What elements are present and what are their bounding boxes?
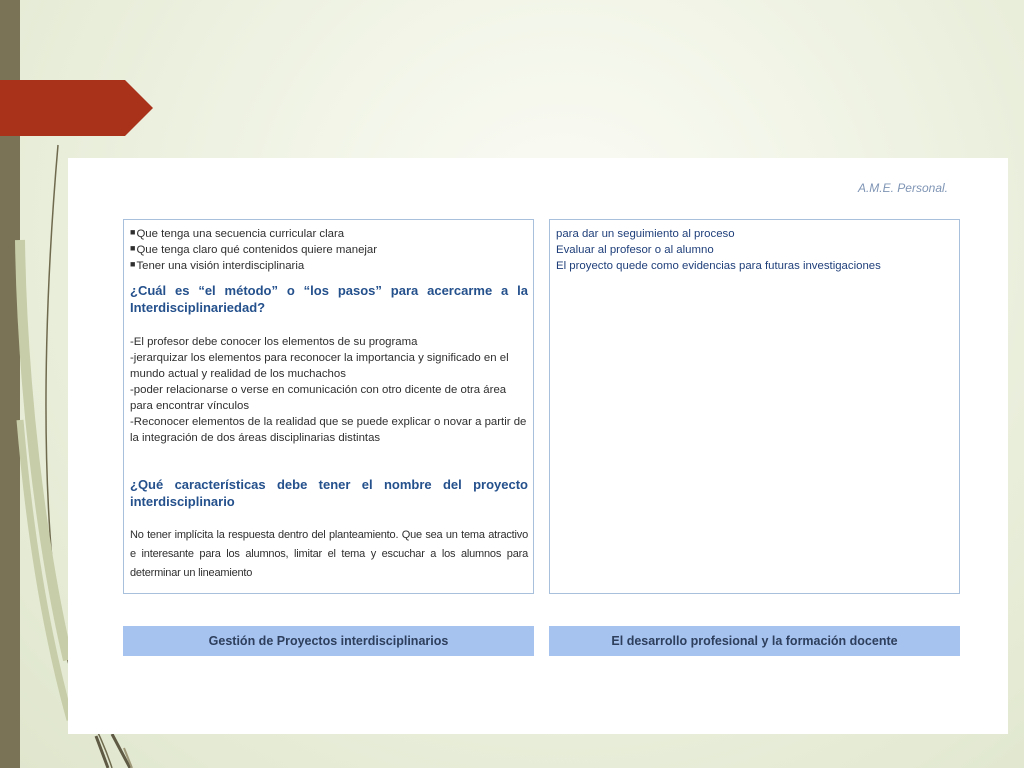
right-line: Evaluar al profesor o al alumno: [556, 244, 714, 256]
step-item: -jerarquizar los elementos para reconocer la importancia y significado en el mundo actual y realidad de los muchachos: [130, 352, 509, 380]
red-arrow-tab: [0, 80, 153, 136]
question-heading-method: ¿Cuál es “el método” o “los pasos” para acercarme a la Interdisciplinariedad?: [130, 283, 528, 315]
brand-label: A.M.E. Personal.: [857, 181, 948, 195]
footer-label-left: Gestión de Proyectos interdisciplinarios: [123, 626, 534, 656]
right-line: El proyecto quede como evidencias para futuras investigaciones: [556, 260, 881, 272]
answer-paragraph: No tener implícita la respuesta dentro del planteamiento. Que sea un tema atractivo e interesante para los alumnos, limitar el tema y escuchar a los alumnos para determinar un lineamiento: [130, 529, 528, 579]
step-item: -poder relacionarse o verse en comunicación con otro dicente de otra área para encontrar vínculos: [130, 384, 507, 412]
document-image: [68, 158, 1008, 734]
right-line: para dar un seguimiento al proceso: [556, 228, 735, 240]
steps-list: [130, 334, 528, 446]
left-content-box: [123, 219, 534, 594]
step-item: -Reconocer elementos de la realidad que se puede explicar o novar a partir de la integración de dos áreas disciplinarias distintas: [130, 416, 527, 444]
bullet-item: ■Que tenga una secuencia curricular clara: [130, 227, 345, 240]
question-heading-name: ¿Qué características debe tener el nombre del proyecto interdisciplinario: [130, 477, 528, 509]
footer-label-right: El desarrollo profesional y la formación docente: [549, 626, 960, 656]
right-content-box: [549, 219, 960, 594]
bullet-item: ■Que tenga claro qué contenidos quiere manejar: [130, 243, 378, 256]
step-item: -El profesor debe conocer los elementos de su programa: [130, 336, 418, 348]
bullet-item: ■Tener una visión interdisciplinaria: [130, 259, 305, 272]
